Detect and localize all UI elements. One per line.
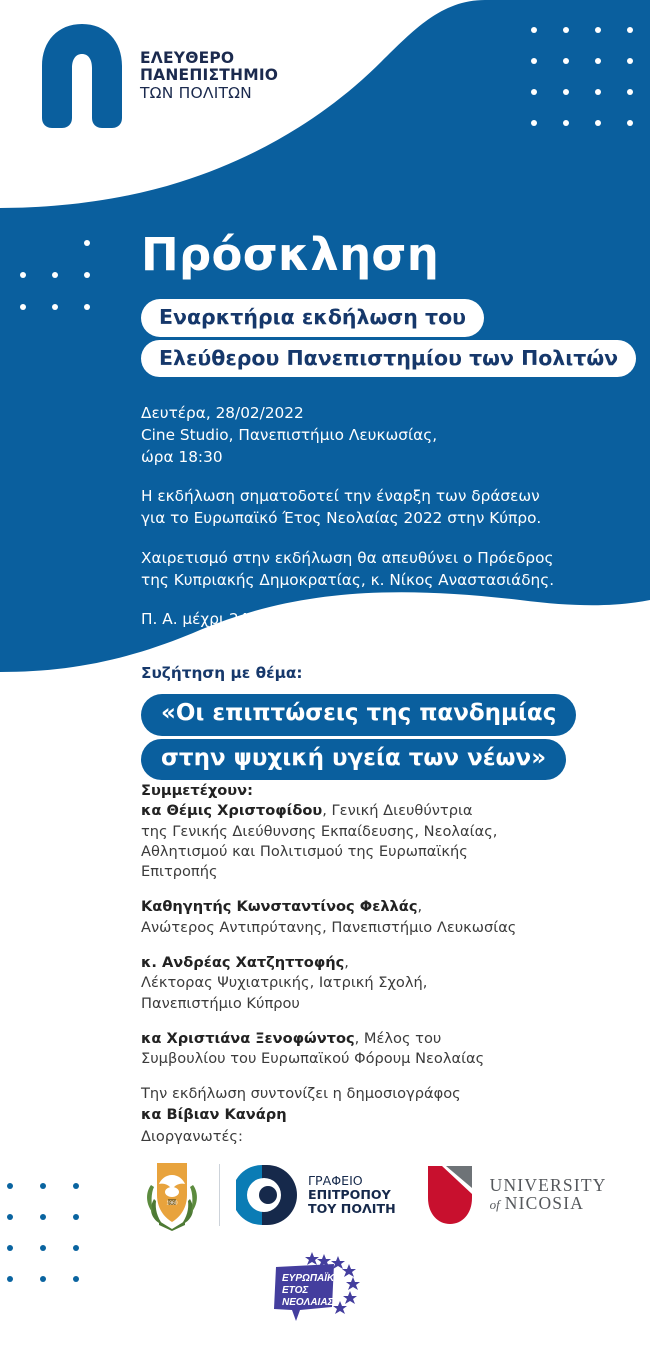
speaker-name: Καθηγητής Κωνσταντίνος Φελλάς — [141, 898, 418, 916]
event-time: ώρα 18:30 — [141, 447, 223, 466]
speaker-name: κα Χριστιάνα Ξενοφώντος — [141, 1029, 355, 1047]
event-when-where — [141, 403, 611, 468]
discussion-topic-pill-1: «Οι επιπτώσεις της πανδημίας — [141, 694, 576, 736]
discussion-label: Συζήτηση με θέμα: — [141, 664, 303, 682]
speaker-entry — [141, 1029, 591, 1070]
event-paragraph-1 — [141, 486, 611, 529]
unic-line-3: NICOSIA — [504, 1193, 585, 1213]
dot-grid-top-right — [531, 27, 650, 151]
page-title: Πρόσκληση — [141, 228, 440, 281]
speaker-role-line: της Γενικής Διεύθυνσης Εκπαίδευσης, Νεολαίας, — [141, 822, 498, 840]
moderator-name: κα Βίβιαν Κανάρη — [141, 1105, 287, 1123]
rsvp-info: Π. Α. μέχρι 24/2, 22309011 — [141, 610, 351, 629]
speaker-role-line: Συμβουλίου του Ευρωπαϊκού Φόρουμ Νεολαίας — [141, 1050, 485, 1068]
moderator-intro: Την εκδήλωση συντονίζει η δημοσιογράφος — [141, 1085, 461, 1103]
commissioner-line-3: ΤΟΥ ΠΟΛΙΤΗ — [308, 1201, 396, 1217]
speaker-role-line: Λέκτορας Ψυχιατρικής, Ιατρική Σχολή, — [141, 974, 428, 992]
speaker-separator: , — [344, 953, 349, 971]
cyprus-coat-of-arms-icon — [141, 1159, 203, 1231]
discussion-section — [141, 664, 611, 780]
speakers-heading: Συμμετέχουν: — [141, 782, 253, 799]
moderator-entry — [141, 1084, 591, 1125]
event-title-pill-2: Ελεύθερου Πανεπιστημίου των Πολιτών — [141, 340, 636, 378]
speaker-name-role — [141, 801, 591, 882]
speaker-name: κ. Ανδρέας Χατζηττοφής — [141, 953, 345, 971]
speaker-role-first: Γενική Διευθύντρια — [331, 802, 473, 820]
event-venue: Cine Studio, Πανεπιστήμιο Λευκωσίας, — [141, 425, 438, 444]
event-paragraph-1-line-1: Η εκδήλωση σηματοδοτεί την έναρξη των δράσεων — [141, 487, 540, 506]
eu-year-line-2: ΕΤΟΣ — [282, 1285, 309, 1296]
event-details — [141, 403, 611, 631]
eu-year-line-1: ΕΥΡΩΠΑΪΚΟ — [282, 1273, 342, 1284]
brand-line-1: ΕΛΕΥΘΕΡΟ — [140, 48, 235, 67]
logo-divider — [219, 1164, 220, 1226]
organiser-logo-row — [141, 1159, 611, 1231]
unic-logo — [422, 1164, 607, 1226]
event-date: Δευτέρα, 28/02/2022 — [141, 404, 304, 423]
commissioner-logo — [236, 1163, 396, 1227]
commissioner-mark-icon — [236, 1163, 298, 1227]
unic-shield-icon — [422, 1164, 478, 1226]
event-title-pills — [141, 299, 619, 377]
commissioner-line-1: ΓΡΑΦΕΙΟ — [308, 1172, 363, 1188]
event-paragraph-2-line-2: της Κυπριακής Δημοκρατίας, κ. Νίκος Αναστασιάδης. — [141, 570, 555, 589]
brand-lockup — [38, 22, 278, 130]
organisers-label: Διοργανωτές: — [141, 1128, 243, 1145]
dot-grid-bottom-left — [7, 1183, 106, 1307]
speaker-entry — [141, 953, 591, 1014]
speaker-entry — [141, 897, 591, 938]
event-paragraph-2-line-1: Χαιρετισμό στην εκδήλωση θα απευθύνει ο Πρόεδρος — [141, 548, 554, 567]
hero-section — [141, 228, 619, 631]
event-paragraph-2 — [141, 548, 611, 591]
european-year-of-youth-icon — [272, 1249, 380, 1327]
speaker-name: κα Θέμις Χριστοφίδου — [141, 802, 323, 820]
european-year-of-youth-logo — [272, 1249, 380, 1331]
discussion-topic-pills — [141, 694, 611, 780]
speaker-separator: , — [417, 898, 423, 916]
unic-line-1: UNIVERSITY — [489, 1175, 607, 1196]
speaker-role-line: Επιτροπής — [141, 863, 218, 881]
speakers-section — [141, 781, 591, 1125]
organisers-section — [141, 1128, 611, 1231]
svg-text:1960: 1960 — [166, 1200, 178, 1207]
dot-grid-left-upper — [20, 240, 116, 336]
brand-line-2: ΠΑΝΕΠΙΣΤΗΜΙΟ — [140, 66, 279, 85]
event-title-pill-1: Εναρκτήρια εκδήλωση του — [141, 299, 484, 337]
speaker-role-line: Ανώτερος Αντιπρύτανης, Πανεπιστήμιο Λευκωσίας — [141, 918, 517, 936]
discussion-topic-pill-2: στην ψυχική υγεία των νέων» — [141, 739, 566, 781]
speaker-role-first: Μέλος του — [363, 1029, 442, 1047]
commissioner-line-2: ΕΠΙΤΡΟΠΟΥ — [308, 1186, 391, 1202]
unic-line-2: of — [489, 1197, 500, 1212]
speaker-entry — [141, 781, 591, 882]
arch-n-logo-icon — [38, 22, 126, 130]
speaker-separator: , — [354, 1029, 364, 1047]
cyprus-coat-of-arms-logo — [141, 1159, 203, 1231]
eu-year-line-3: ΝΕΟΛΑΙΑΣ — [282, 1297, 334, 1308]
event-paragraph-1-line-2: για το Ευρωπαϊκό Έτος Νεολαίας 2022 στην Κύπρο. — [141, 509, 542, 528]
speaker-separator: , — [322, 802, 332, 820]
speaker-role-line: Αθλητισμού και Πολιτισμού της Ευρωπαϊκής — [141, 842, 468, 860]
brand-line-3: ΤΩΝ ΠΟΛΙΤΩΝ — [140, 83, 252, 102]
brand-wordmark — [140, 50, 278, 103]
speaker-role-line: Πανεπιστήμιο Κύπρου — [141, 994, 300, 1012]
